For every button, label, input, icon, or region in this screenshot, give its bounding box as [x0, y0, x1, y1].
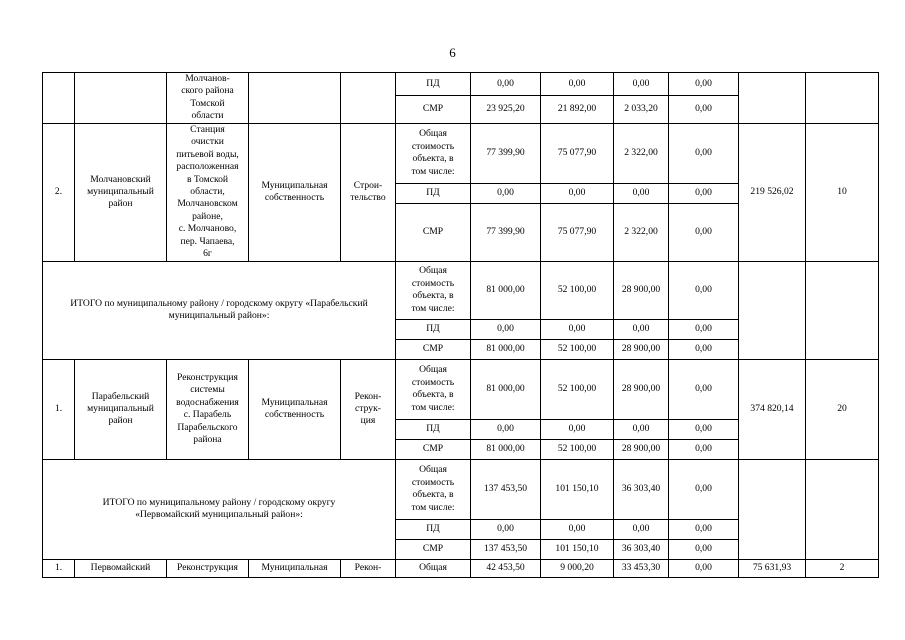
- cell-value: 0,00: [471, 519, 541, 539]
- cell-value: 42 453,50: [471, 559, 541, 577]
- cell-object: Реконструкция системы водоснабжения с. Парабель Парабельского района: [167, 359, 249, 459]
- cell-value: 21 892,00: [541, 96, 614, 123]
- cell-num: 2.: [43, 123, 75, 261]
- cell-value: 0,00: [669, 419, 739, 439]
- cell-cost-type: СМР: [396, 96, 471, 123]
- cell-value: 0,00: [541, 519, 614, 539]
- cell-num: 1.: [43, 559, 75, 577]
- subtotal-title: ИТОГО по муниципальному району / городскому округу «Первомайский муниципальный район»:: [43, 459, 396, 559]
- cell-value: 0,00: [614, 319, 669, 339]
- cell-value: 0,00: [614, 419, 669, 439]
- cell-cost-type: СМР: [396, 439, 471, 459]
- cell-value: 2 322,00: [614, 203, 669, 261]
- cell-value: 28 900,00: [614, 339, 669, 359]
- cell-value: 81 000,00: [471, 339, 541, 359]
- cell-value: 0,00: [669, 519, 739, 539]
- cell-municipality: Молчановский муниципальный район: [75, 123, 167, 261]
- cell-cost-type: Общая стоимость объекта, в том числе:: [396, 123, 471, 183]
- cell-value: 0,00: [541, 183, 614, 203]
- cell-cost-type: ПД: [396, 519, 471, 539]
- cell-object: Станция очистки питьевой воды, расположенная в Томской области, Молчановском районе, с. Молчаново, пер. Чапаева, 6г: [167, 123, 249, 261]
- cell-object: Реконструкция: [167, 559, 249, 577]
- cell-value: 0,00: [471, 319, 541, 339]
- cell-capacity: 219 526,02: [739, 123, 806, 261]
- cell-value: 33 453,30: [614, 559, 669, 577]
- cell-quantity: [806, 459, 879, 559]
- cell-value: 0,00: [471, 419, 541, 439]
- cell-value: 52 100,00: [541, 359, 614, 419]
- cell-value: 77 399,90: [471, 203, 541, 261]
- subtotal-row: [43, 261, 879, 319]
- page-number: 6: [449, 45, 456, 60]
- cell-value: 0,00: [471, 183, 541, 203]
- cell-value: 81 000,00: [471, 439, 541, 459]
- cell-cost-type: ПД: [396, 419, 471, 439]
- cell-value: 28 900,00: [614, 359, 669, 419]
- cell-value: 52 100,00: [541, 439, 614, 459]
- cell-value: 28 900,00: [614, 261, 669, 319]
- cell-value: 75 077,90: [541, 123, 614, 183]
- cell-value: 2 322,00: [614, 123, 669, 183]
- cell-capacity: 374 820,14: [739, 359, 806, 459]
- cell-value: 0,00: [669, 96, 739, 123]
- cell-value: 81 000,00: [471, 359, 541, 419]
- cell-value: 0,00: [541, 73, 614, 96]
- cell-quantity: 2: [806, 559, 879, 577]
- table-row: [43, 559, 879, 577]
- table-row: [43, 73, 879, 96]
- cell-value: 0,00: [541, 319, 614, 339]
- cell-value: 0,00: [669, 359, 739, 419]
- cell-cost-type: СМР: [396, 539, 471, 559]
- cell-value: 36 303,40: [614, 459, 669, 519]
- cell-municipality: Первомайский: [75, 559, 167, 577]
- cell-ownership: [249, 73, 341, 124]
- cell-capacity: 75 631,93: [739, 559, 806, 577]
- cell-ownership: Муниципальная: [249, 559, 341, 577]
- subtotal-row: [43, 459, 879, 519]
- cell-value: 81 000,00: [471, 261, 541, 319]
- cell-cost-type: Общая стоимость объекта, в том числе:: [396, 459, 471, 519]
- cell-value: 75 077,90: [541, 203, 614, 261]
- cell-cost-type: СМР: [396, 339, 471, 359]
- cell-work-type: Рекон-: [341, 559, 396, 577]
- cell-value: 0,00: [471, 73, 541, 96]
- cell-value: 0,00: [669, 123, 739, 183]
- cell-value: 23 925,20: [471, 96, 541, 123]
- cell-value: 0,00: [669, 439, 739, 459]
- cell-value: 52 100,00: [541, 261, 614, 319]
- cell-value: 77 399,90: [471, 123, 541, 183]
- cell-value: 2 033,20: [614, 96, 669, 123]
- cell-ownership: Муниципальная собственность: [249, 359, 341, 459]
- cell-ownership: Муниципальная собственность: [249, 123, 341, 261]
- cell-value: 0,00: [614, 519, 669, 539]
- cell-value: 0,00: [669, 459, 739, 519]
- cell-municipality: Парабельский муниципальный район: [75, 359, 167, 459]
- cell-cost-type: СМР: [396, 203, 471, 261]
- cell-quantity: [806, 261, 879, 359]
- cell-cost-type: ПД: [396, 319, 471, 339]
- cell-value: 0,00: [669, 339, 739, 359]
- cell-value: 0,00: [669, 319, 739, 339]
- cell-value: 0,00: [614, 73, 669, 96]
- investment-objects-table: [42, 72, 879, 578]
- cell-object: Молчанов- ского района Томской области: [167, 73, 249, 124]
- cell-value: 0,00: [614, 183, 669, 203]
- cell-capacity: [739, 459, 806, 559]
- cell-cost-type: ПД: [396, 73, 471, 96]
- cell-value: 137 453,50: [471, 539, 541, 559]
- cell-value: 0,00: [669, 203, 739, 261]
- cell-cost-type: Общая стоимость объекта, в том числе:: [396, 261, 471, 319]
- cell-value: 0,00: [669, 73, 739, 96]
- cell-capacity: [739, 261, 806, 359]
- cell-value: 0,00: [669, 261, 739, 319]
- cell-quantity: 20: [806, 359, 879, 459]
- cell-value: 52 100,00: [541, 339, 614, 359]
- cell-cost-type: Общая: [396, 559, 471, 577]
- cell-value: 0,00: [669, 539, 739, 559]
- cell-municipality: [75, 73, 167, 124]
- cell-value: 101 150,10: [541, 539, 614, 559]
- cell-value: 137 453,50: [471, 459, 541, 519]
- cell-num: [43, 73, 75, 124]
- table-row: [43, 123, 879, 183]
- cell-cost-type: ПД: [396, 183, 471, 203]
- subtotal-title: ИТОГО по муниципальному району / городскому округу «Парабельский муниципальный район»:: [43, 261, 396, 359]
- cell-work-type: [341, 73, 396, 124]
- cell-value: 28 900,00: [614, 439, 669, 459]
- cell-value: 0,00: [669, 559, 739, 577]
- cell-work-type: Рекон- струк- ция: [341, 359, 396, 459]
- cell-work-type: Строи- тельство: [341, 123, 396, 261]
- cell-quantity: [806, 73, 879, 124]
- cell-num: 1.: [43, 359, 75, 459]
- cell-value: 9 000,20: [541, 559, 614, 577]
- cell-capacity: [739, 73, 806, 124]
- cell-cost-type: Общая стоимость объекта, в том числе:: [396, 359, 471, 419]
- cell-value: 36 303,40: [614, 539, 669, 559]
- table-row: [43, 359, 879, 419]
- cell-value: 0,00: [541, 419, 614, 439]
- cell-value: 101 150,10: [541, 459, 614, 519]
- cell-value: 0,00: [669, 183, 739, 203]
- cell-quantity: 10: [806, 123, 879, 261]
